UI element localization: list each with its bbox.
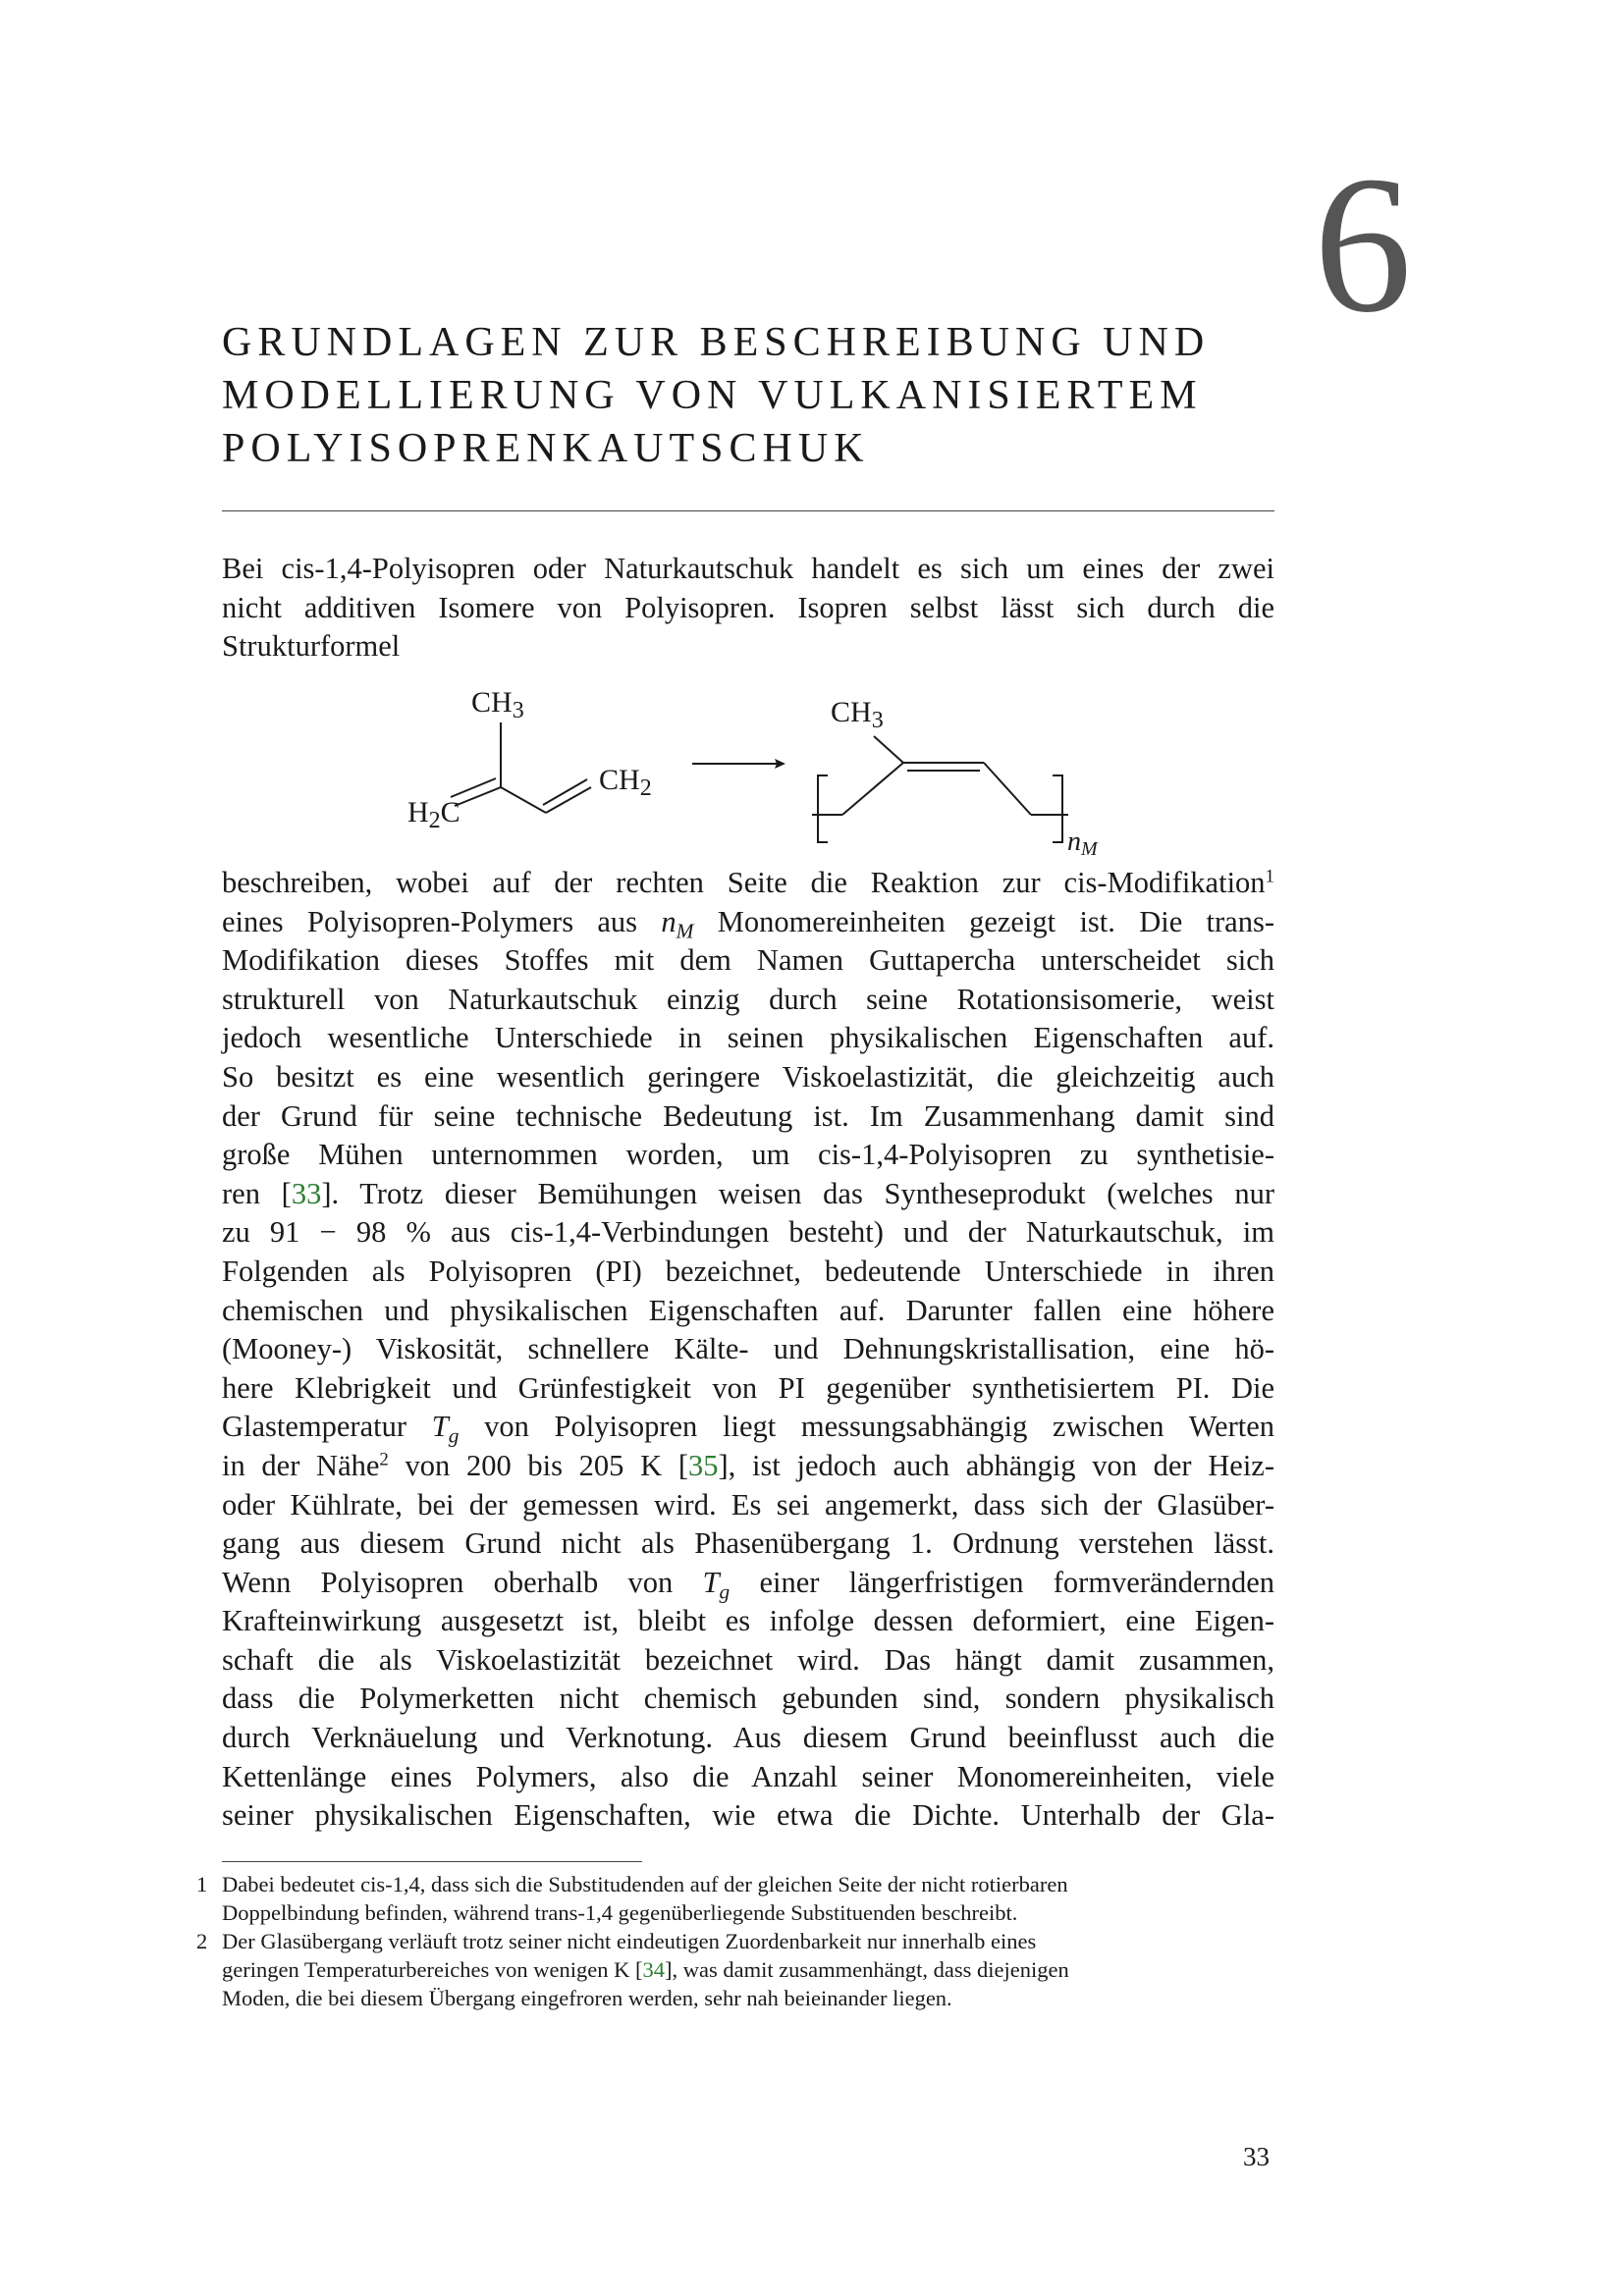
text-line: Kettenlänge eines Polymers, also die Anzahl seiner Monomereinheiten, viele [222, 1759, 1274, 1793]
text-line: der Grund für seine technische Bedeutung ist. Im Zusammenhang damit sind [222, 1098, 1274, 1133]
backbone-fall [984, 763, 1031, 815]
text-line: große Mühen unternommen worden, um cis-1,4-Polyisopren zu synthetisie- [222, 1138, 1274, 1172]
bond-double-c-h2c-a [455, 787, 501, 806]
footnote-line: Dabei bedeutet cis-1,4, dass sich die Substitudenden auf der gleichen Seite der nicht rotierbaren [222, 1872, 1068, 1896]
math-variable: T [431, 1410, 449, 1444]
text-line: Modifikation dieses Stoffes mit dem Namen Guttapercha unterscheidet sich [222, 943, 1274, 978]
text-segment: ]. Trotz dieser Bemühungen weisen das Syntheseprodukt (welches nur [321, 1176, 1274, 1210]
footnote-line: Der Glasübergang verläuft trotz seiner nicht eindeutigen Zuordenbarkeit nur innerhalb eines [222, 1929, 1037, 1953]
right-ch3-label: $CH_3$ [831, 696, 884, 733]
text-segment: geringen Temperaturbereiches von wenigen K [ [222, 1957, 643, 1982]
text-line: Bei cis-1,4-Polyisopren oder Naturkautschuk handelt es sich um eines der zwei [222, 552, 1274, 585]
citation-link[interactable]: 34 [642, 1957, 665, 1982]
text-line: chemischen und physikalischen Eigenschaften auf. Darunter fallen eine höhere [222, 1293, 1274, 1327]
isoprene-structural-formula [373, 677, 1159, 864]
footnotes [196, 1870, 1274, 2012]
text-segment: Glastemperatur [222, 1410, 407, 1444]
chapter-title [222, 316, 1263, 475]
repeat-count-label: nM [1067, 827, 1098, 860]
text-segment: ], was damit zusammenhängt, dass diejenigen [664, 1957, 1069, 1982]
text-segment: von 200 bis 205 K [ [405, 1448, 688, 1482]
page-number: 33 [1243, 2142, 1270, 2171]
text-line [222, 1408, 1274, 1447]
bond-double-c-h2c-b [451, 778, 496, 797]
text-segment: ], ist jedoch auch abhängig von der Heiz- [718, 1448, 1274, 1482]
intro-paragraph [222, 550, 1274, 667]
footnote-marker[interactable]: 2 [379, 1449, 389, 1470]
math-subscript: M [676, 918, 694, 942]
text-segment: Monomereinheiten gezeigt ist. Die trans- [717, 904, 1274, 938]
text-segment: ren [ [222, 1176, 292, 1210]
text-line: zu 91 − 98 % aus cis-1,4-Verbindungen besteht) und der Naturkautschuk, im [222, 1215, 1274, 1250]
text-line: oder Kühlrate, bei der gemessen wird. Es sei angemerkt, dass sich der Glasüber- [222, 1487, 1274, 1522]
text-line [222, 1564, 1274, 1603]
chapter-title-line: MODELLIERUNG VON VULKANISIERTEM [222, 373, 1203, 418]
text-line [222, 903, 1274, 942]
math-variable: T [702, 1565, 720, 1599]
left-bracket [818, 775, 828, 842]
footnote-1 [196, 1870, 1274, 1927]
text-line: Strukturformel [222, 629, 401, 664]
text-line: gang aus diesem Grund nicht als Phasenübergang 1. Ordnung verstehen lässt. [222, 1526, 1274, 1561]
math-subscript: g [448, 1423, 460, 1448]
text-segment: von Polyisopren liegt messungsabhängig zwischen Werten [484, 1410, 1274, 1444]
text-segment: Wenn Polyisopren oberhalb von [222, 1565, 674, 1599]
citation-link[interactable]: 33 [291, 1176, 322, 1210]
left-h2c-label: $H_2C$ [407, 796, 460, 833]
right-bracket [1053, 775, 1062, 842]
bond-c-ch [501, 787, 546, 813]
body-paragraph [222, 864, 1274, 1836]
title-divider [222, 510, 1274, 511]
footnote-line: Doppelbindung befinden, während trans-1,4 gegenüberliegende Substituenden beschreibt. [222, 1900, 1018, 1925]
footnote-number: 2 [196, 1929, 208, 1953]
footnote-number: 1 [196, 1872, 208, 1896]
text-line: strukturell von Naturkautschuk einzig durch seine Rotationsisomerie, weist [222, 982, 1274, 1016]
math-subscript: g [719, 1579, 731, 1604]
text-line: nicht additiven Isomere von Polyisopren. Isopren selbst lässt sich durch die [222, 590, 1274, 624]
text-segment: in der Nähe [222, 1448, 380, 1482]
footnote-line: Moden, die bei diesem Übergang eingefroren werden, sehr nah beieinander liegen. [222, 1986, 952, 2010]
text-line: Folgenden als Polyisopren (PI) bezeichnet, bedeutende Unterschiede in ihren [222, 1254, 1274, 1288]
footnote-line [222, 1955, 1274, 1984]
chapter-title-line: GRUNDLAGEN ZUR BESCHREIBUNG UND [222, 320, 1211, 365]
left-ch2-label: $CH_2$ [599, 764, 652, 801]
text-line [222, 1447, 1274, 1486]
chapter-number: 6 [1314, 136, 1412, 353]
footnote-divider [222, 1861, 642, 1862]
text-line: here Klebrigkeit und Grünfestigkeit von PI gegenüber synthetisiertem PI. Die [222, 1370, 1274, 1405]
text-line: (Mooney-) Viskosität, schnellere Kälte- und Dehnungskristallisation, eine hö- [222, 1332, 1274, 1366]
math-variable: n [661, 904, 677, 938]
text-segment: eines Polyisopren-Polymers aus [222, 904, 638, 938]
text-segment: beschreiben, wobei auf der rechten Seite die Reaktion zur cis-Modifikation [222, 866, 1266, 899]
backbone-methyl-bond [874, 736, 903, 763]
footnote-marker[interactable]: 1 [1265, 866, 1274, 887]
text-line: So besitzt es eine wesentlich geringere Viskoelastizität, die gleichzeitig auch [222, 1059, 1274, 1094]
text-line: seiner physikalischen Eigenschaften, wie etwa die Dichte. Unterhalb der Gla- [222, 1798, 1274, 1833]
text-line [222, 1175, 1274, 1214]
text-line [222, 864, 1274, 903]
text-segment: einer längerfristigen formverändernden [759, 1565, 1275, 1599]
chapter-title-line: POLYISOPRENKAUTSCHUK [222, 426, 870, 471]
text-line: dass die Polymerketten nicht chemisch gebunden sind, sondern physikalisch [222, 1682, 1274, 1716]
citation-link[interactable]: 35 [688, 1448, 719, 1482]
left-ch3-label: $CH_3$ [471, 686, 524, 723]
text-line: schaft die als Viskoelastizität bezeichnet wird. Das hängt damit zusammen, [222, 1642, 1274, 1677]
backbone-rise [842, 763, 903, 815]
text-line: jedoch wesentliche Unterschiede in seinen physikalischen Eigenschaften auf. [222, 1021, 1274, 1055]
text-line: durch Verknäuelung und Verknotung. Aus diesem Grund beeinflusst auch die [222, 1721, 1274, 1755]
footnote-2 [196, 1927, 1274, 2012]
text-line: Krafteinwirkung ausgesetzt ist, bleibt es infolge dessen deformiert, eine Eigen- [222, 1604, 1274, 1638]
